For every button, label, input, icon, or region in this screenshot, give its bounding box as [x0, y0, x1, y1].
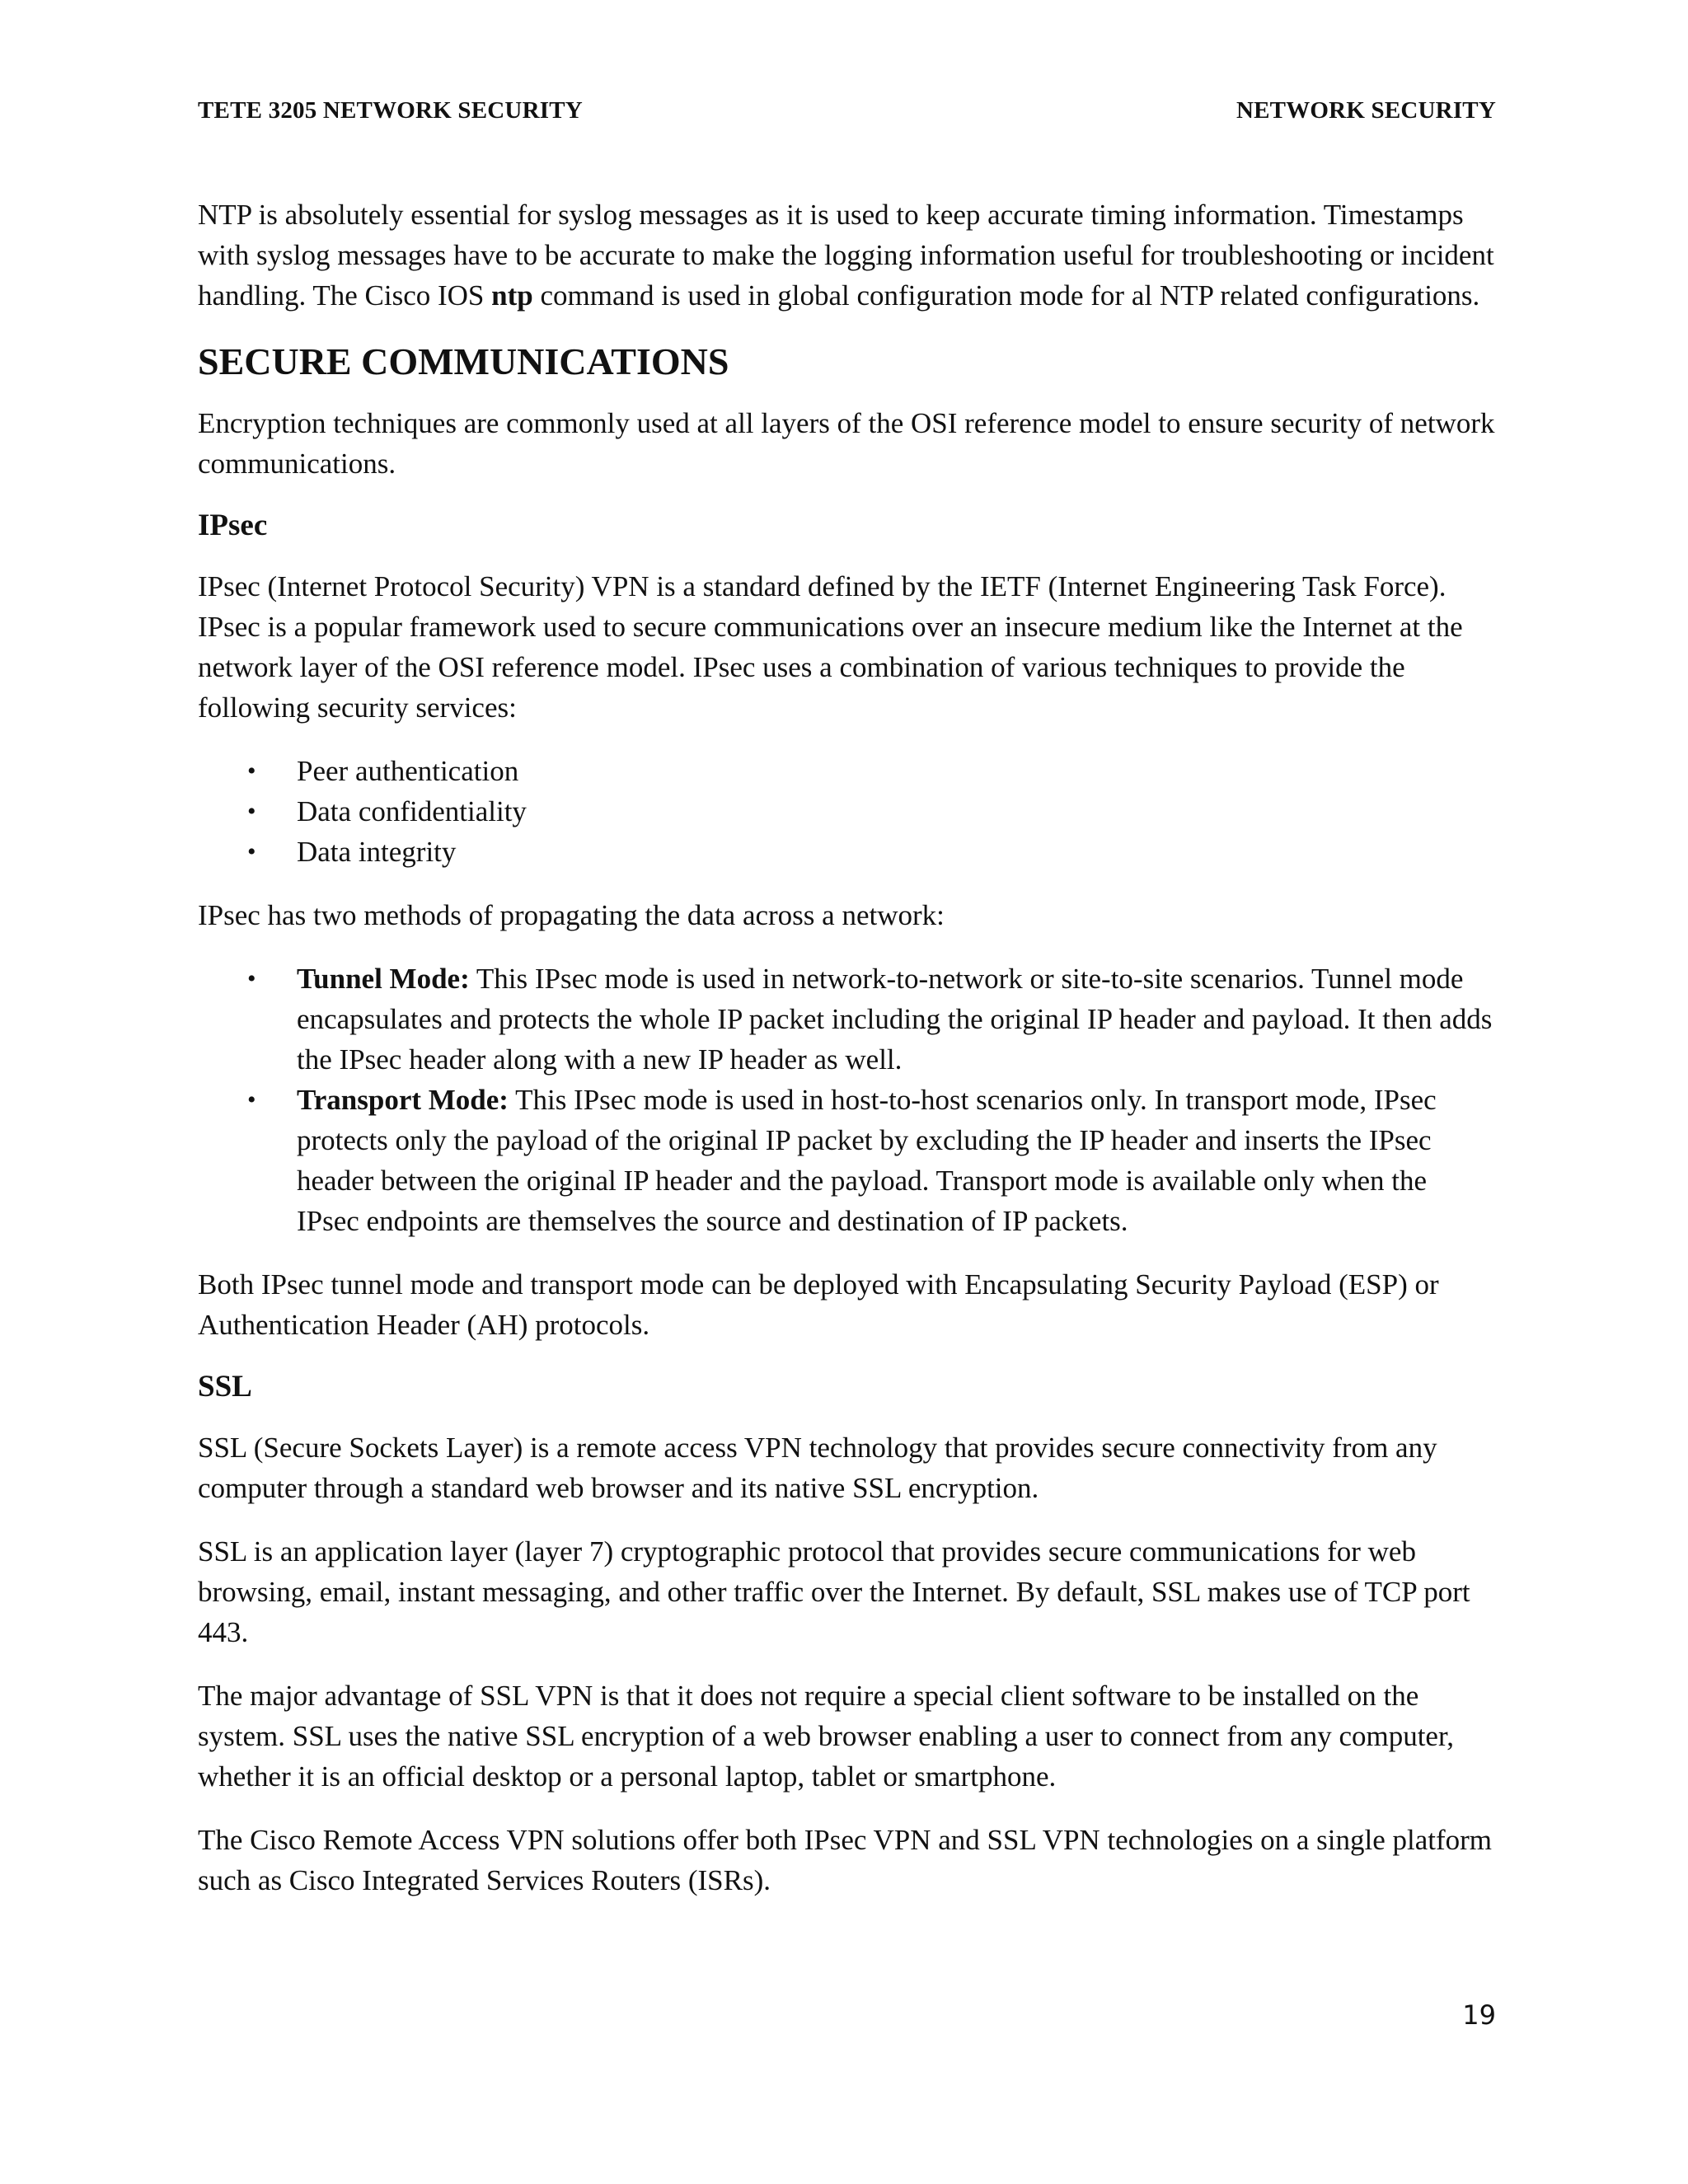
- page-number: 19: [1462, 1999, 1496, 2031]
- transport-mode-label: Transport Mode:: [297, 1084, 509, 1116]
- bullet-icon: •: [247, 757, 256, 785]
- list-item: [198, 791, 1496, 832]
- ssl-paragraph-1: SSL (Secure Sockets Layer) is a remote access VPN technology that provides secure connectivity from any computer through a standard web browser and its native SSL encryption.: [198, 1432, 1437, 1504]
- tunnel-mode-label: Tunnel Mode:: [297, 963, 470, 995]
- list-item-text: Peer authentication: [297, 755, 519, 787]
- ipsec-closing-paragraph: Both IPsec tunnel mode and transport mode can be deployed with Encapsulating Security Payload (ESP) or Authentication Header (AH) protocols.: [198, 1268, 1439, 1341]
- list-item-transport-mode: [198, 1080, 1496, 1241]
- ssl-paragraph-3: The major advantage of SSL VPN is that it does not require a special client software to be installed on the system. SSL uses the native SSL encryption of a web browser enabling a user to connect from any computer, whether it is an official desktop or a personal laptop, tablet or smartphone.: [198, 1680, 1454, 1793]
- ntp-command-keyword: ntp: [491, 279, 533, 312]
- ipsec-services-list: [198, 751, 1496, 872]
- bullet-icon: •: [247, 838, 256, 865]
- ipsec-methods-intro: IPsec has two methods of propagating the data across a network:: [198, 899, 945, 931]
- ssl-paragraph-2: SSL is an application layer (layer 7) cryptographic protocol that provides secure communications for web browsing, email, instant messaging, and other traffic over the Internet. By default, SSL makes use of TCP port 443.: [198, 1535, 1470, 1648]
- ipsec-modes-list: [198, 958, 1496, 1241]
- ipsec-paragraph: IPsec (Internet Protocol Security) VPN is a standard defined by the IETF (Internet Engineering Task Force). IPsec is a popular framework used to secure communications over an insecure medium like the Internet at the network layer of the OSI reference model. IPsec uses a combination of various techniques to provide the following security services:: [198, 570, 1463, 724]
- bullet-icon: •: [247, 965, 256, 992]
- ssl-paragraph-4: The Cisco Remote Access VPN solutions offer both IPsec VPN and SSL VPN technologies on a single platform such as Cisco Integrated Services Routers (ISRs).: [198, 1824, 1493, 1896]
- tunnel-mode-text: This IPsec mode is used in network-to-network or site-to-site scenarios. Tunnel mode encapsulates and protects the whole IP packet including the original IP header and payload. It then adds the IPsec header along with a new IP header as well.: [297, 963, 1493, 1076]
- bullet-icon: •: [247, 1086, 256, 1113]
- section-title: SECURE COMMUNICATIONS: [198, 340, 729, 382]
- ntp-paragraph: [198, 194, 1496, 316]
- list-item-text: Data confidentiality: [297, 795, 527, 827]
- page-content: [198, 194, 1496, 1924]
- transport-mode-text: This IPsec mode is used in host-to-host scenarios only. In transport mode, IPsec protects only the payload of the original IP packet by excluding the IP header and inserts the IPsec header between the original IP header and the payload. Transport mode is available only when the IPsec endpoints are themselves the source and destination of IP packets.: [297, 1084, 1437, 1237]
- header-section-title: NETWORK SECURITY: [1236, 97, 1496, 124]
- ntp-paragraph-part1: NTP is absolutely essential for syslog messages as it is used to keep accurate timing information. Timestamps with syslog messages have to be accurate to make the logging information useful for troubleshooting or incident handling. The Cisco IOS: [198, 199, 1494, 312]
- list-item-tunnel-mode: [198, 958, 1496, 1080]
- bullet-icon: •: [247, 798, 256, 825]
- page-header: [198, 97, 1496, 124]
- ssl-heading: SSL: [198, 1370, 252, 1404]
- list-item: [198, 832, 1496, 872]
- section-intro-paragraph: Encryption techniques are commonly used at all layers of the OSI reference model to ensure security of network communications.: [198, 407, 1495, 480]
- ipsec-heading: IPsec: [198, 509, 268, 542]
- header-course-title: TETE 3205 NETWORK SECURITY: [198, 97, 583, 124]
- list-item: [198, 751, 1496, 791]
- ntp-paragraph-part2: command is used in global configuration mode for al NTP related configurations.: [532, 279, 1480, 312]
- list-item-text: Data integrity: [297, 836, 457, 868]
